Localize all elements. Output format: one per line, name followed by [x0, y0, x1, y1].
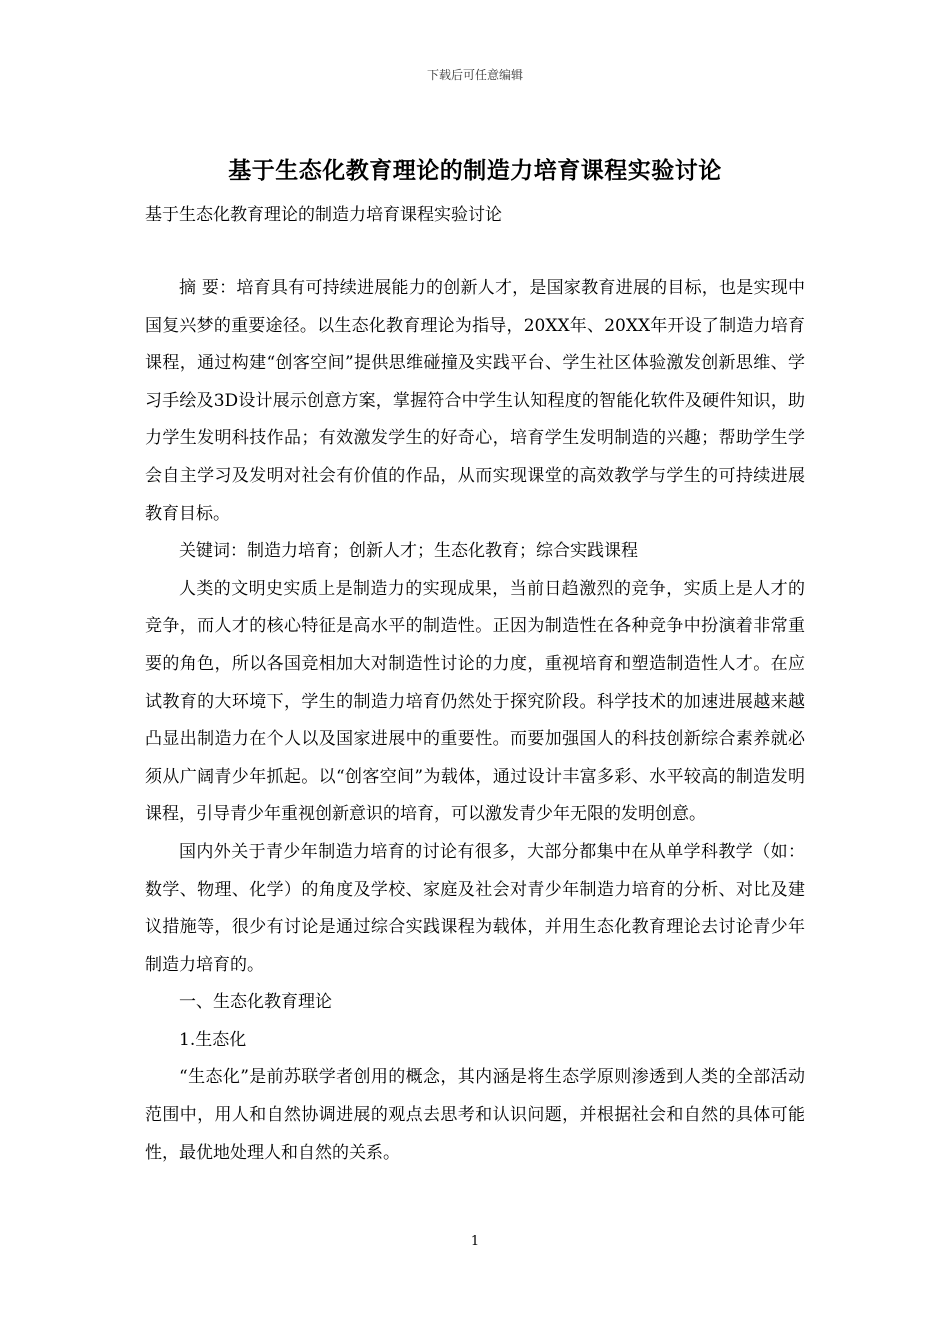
body-paragraph: 国内外关于青少年制造力培育的讨论有很多，大部分都集中在从单学科教学（如：数学、物理、化学）的角度及学校、家庭及社会对青少年制造力培育的分析、对比及建议措施等，很少有讨论是通过综合实践课程为载体，并用生态化教育理论去讨论青少年制造力培育的。: [145, 841, 805, 975]
document-body: [145, 270, 805, 1172]
page-number: 1: [470, 1234, 480, 1249]
page-header: 下载后可任意编辑: [426, 68, 523, 82]
section-heading: 一、生态化教育理论: [179, 992, 332, 1013]
abstract-paragraph: 摘 要：培育具有可持续进展能力的创新人才，是国家教育进展的目标，也是实现中国复兴梦的重要途径。以生态化教育理论为指导，20XX年、20XX年开设了制造力培育课程，通过构建“创客空间”提供思维碰撞及实践平台、学生社区体验激发创新思维、学习手绘及3D设计展示创意方案，掌握符合中学生认知程度的智能化软件及硬件知识，助力学生发明科技作品；有效激发学生的好奇心，培育学生发明制造的兴趣；帮助学生学会自主学习及发明对社会有价值的作品，从而实现课堂的高效教学与学生的可持续进展教育目标。: [145, 278, 805, 524]
subsection-heading: 1.生态化: [179, 1029, 247, 1050]
document-subtitle: 基于生态化教育理论的制造力培育课程实验讨论: [145, 205, 502, 225]
body-paragraph: “生态化”是前苏联学者创用的概念，其内涵是将生态学原则渗透到人类的全部活动范围中，用人和自然协调进展的观点去思考和认识问题，并根据社会和自然的具体可能性，最优地处理人和自然的关系。: [145, 1067, 805, 1163]
body-paragraph: 人类的文明史实质上是制造力的实现成果，当前日趋激烈的竞争，实质上是人才的竞争，而人才的核心特征是高水平的制造性。正因为制造性在各种竞争中扮演着非常重要的角色，所以各国竞相加大对制造性讨论的力度，重视培育和塑造制造性人才。在应试教育的大环境下，学生的制造力培育仍然处于探究阶段。科学技术的加速进展越来越凸显出制造力在个人以及国家进展中的重要性。而要加强国人的科技创新综合素养就必须从广阔青少年抓起。以“创客空间”为载体，通过设计丰富多彩、水平较高的制造发明课程，引导青少年重视创新意识的培育，可以激发青少年无限的发明创意。: [145, 578, 805, 825]
keywords-paragraph: 关键词：制造力培育；创新人才；生态化教育；综合实践课程: [179, 541, 638, 562]
document-title: 基于生态化教育理论的制造力培育课程实验讨论: [228, 157, 722, 184]
